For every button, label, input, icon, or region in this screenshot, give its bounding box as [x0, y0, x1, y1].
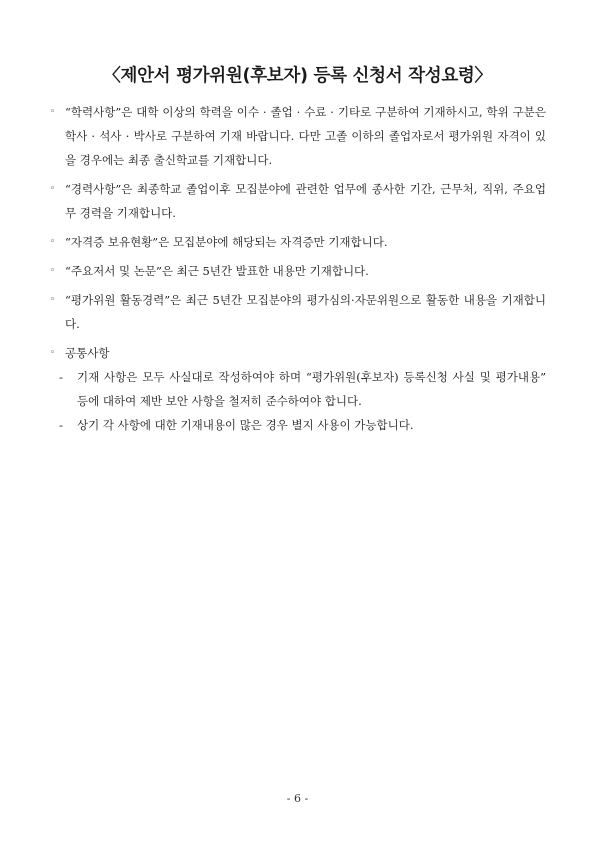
page-title: 〈제안서 평가위원(후보자) 등록 신청서 작성요령〉 — [103, 66, 492, 86]
bullet-icon: ◦ — [50, 348, 56, 358]
bullet-icon: ◦ — [50, 295, 56, 305]
bullet-icon: ◦ — [50, 184, 56, 194]
instruction-item-certificates — [48, 230, 546, 254]
page-number: - 6 - — [286, 792, 309, 805]
common-heading: 공통사항 — [65, 346, 110, 360]
instruction-text: “자격증 보유현황”은 모집분야에 해당되는 자격증만 기재합니다. — [65, 235, 388, 249]
common-section — [48, 341, 546, 365]
bullet-icon: ◦ — [50, 266, 56, 276]
common-sub-item — [59, 365, 546, 413]
instruction-item-publications — [48, 259, 546, 283]
common-sub-item — [59, 413, 546, 437]
instruction-item-education — [48, 100, 546, 172]
common-sub-text: 기재 사항은 모두 사실대로 작성하여야 하며 “평가위원(후보자) 등록신청 사실 및 평가내용” 등에 대하여 제반 보안 사항을 철저히 준수하여야 합니다. — [77, 370, 546, 408]
dash-icon: - — [59, 370, 63, 384]
instruction-item-career — [48, 177, 546, 225]
instruction-item-evaluator-activity — [48, 288, 546, 336]
instruction-text: “경력사항”은 최종학교 졸업이후 모집분야에 관련한 업무에 종사한 기간, 근무처, 직위, 주요업무 경력을 기재합니다. — [65, 182, 546, 220]
bullet-icon: ◦ — [50, 237, 56, 247]
instruction-text: “주요저서 및 논문”은 최근 5년간 발표한 내용만 기재합니다. — [65, 264, 369, 278]
common-sub-text: 상기 각 사항에 대한 기재내용이 많은 경우 별지 사용이 가능합니다. — [77, 418, 414, 432]
instruction-text: “평가위원 활동경력”은 최근 5년간 모집분야의 평가심의·자문위원으로 활동한 내용을 기재합니다. — [65, 293, 546, 331]
bullet-icon: ◦ — [50, 107, 56, 117]
dash-icon: - — [59, 418, 63, 432]
instructions-body — [48, 100, 546, 437]
instruction-text: “학력사항”은 대학 이상의 학력을 이수 · 졸업 · 수료 · 기타로 구분하여 기재하시고, 학위 구분은 학사 · 석사 · 박사로 구분하여 기재 바랍니다. 다만 고졸 이하의 졸업자로서 평가위원 자격이 있을 경우에는 최종 출신학교를 기재합니다. — [65, 105, 546, 167]
